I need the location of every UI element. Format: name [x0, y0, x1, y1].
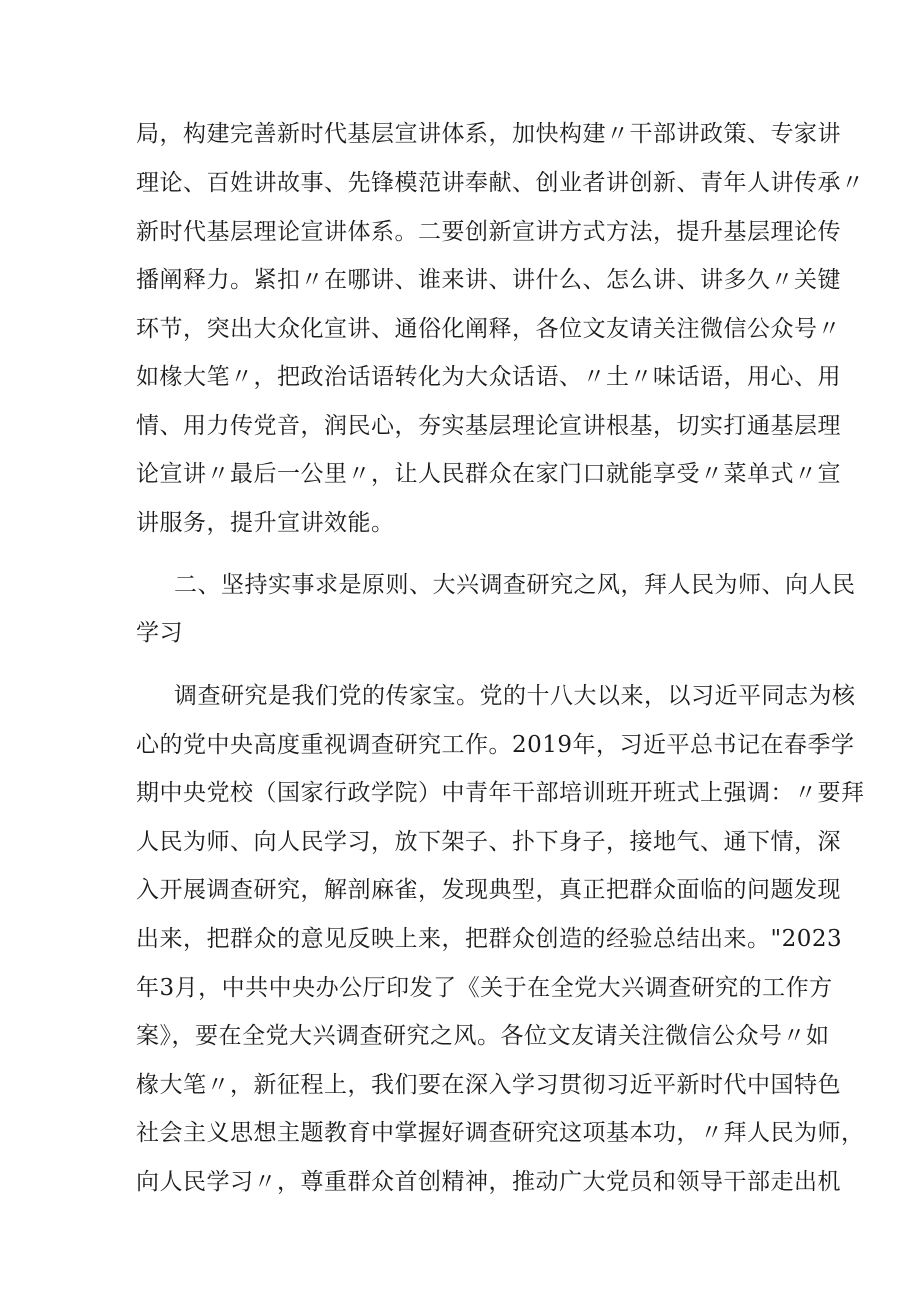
text-line: 播阐释力。紧扣〃在哪讲、谁来讲、讲什么、怎么讲、讲多久〃关键	[136, 267, 841, 293]
text-line: 如椽大笔〃，把政治话语转化为大众话语、〃土〃味话语，用心、用	[136, 364, 841, 390]
text-line: 椽大笔〃，新征程上，我们要在深入学习贯彻习近平新时代中国特色	[136, 1072, 841, 1098]
text-line: 社会主义思想主题教育中掌握好调查研究这项基本功，〃拜人民为师，	[136, 1120, 865, 1146]
section-heading: 二、坚持实事求是原则、大兴调查研究之风，拜人民为师、向人民	[174, 572, 856, 598]
text-line: 人民为师、向人民学习，放下架子、扑下身子，接地气、通下情，深	[136, 829, 841, 855]
text-line: 理论、百姓讲故事、先锋模范讲奉献、创业者讲创新、青年人讲传承〃	[136, 170, 865, 196]
text-line: 年3月，中共中央办公厅印发了《关于在全党大兴调查研究的工作方	[136, 975, 833, 1001]
text-line: 新时代基层理论宣讲体系。二要创新宣讲方式方法，提升基层理论传	[136, 219, 841, 245]
text-line: 环节，突出大众化宣讲、通俗化阐释，各位文友请关注微信公众号〃	[136, 316, 841, 342]
section-heading-continued: 学习	[136, 620, 183, 646]
text-line: 情、用力传党音，润民心，夯实基层理论宣讲根基，切实打通基层理	[136, 413, 841, 439]
text-line: 出来，把群众的意见反映上来，把群众创造的经验总结出来。"2023	[136, 926, 843, 952]
text-line: 局，构建完善新时代基层宣讲体系，加快构建〃干部讲政策、专家讲	[136, 121, 841, 147]
text-line: 向人民学习〃，尊重群众首创精神，推动广大党员和领导干部走出机	[136, 1169, 841, 1195]
text-line: 调查研究是我们党的传家宝。党的十八大以来，以习近平同志为核	[174, 683, 856, 709]
text-line: 讲服务，提升宣讲效能。	[136, 510, 395, 536]
text-line: 论宣讲〃最后一公里〃，让人民群众在家门口就能享受〃菜单式〃宣	[136, 461, 841, 487]
text-line: 期中央党校（国家行政学院）中青年干部培训班开班式上强调：〃要拜	[136, 780, 865, 806]
text-line: 案》，要在全党大兴调查研究之风。各位文友请关注微信公众号〃如	[136, 1023, 830, 1049]
text-line: 入开展调查研究，解剖麻雀，发现典型，真正把群众面临的问题发现	[136, 877, 841, 903]
text-line: 心的党中央高度重视调查研究工作。2019年，习近平总书记在春季学	[136, 732, 855, 758]
